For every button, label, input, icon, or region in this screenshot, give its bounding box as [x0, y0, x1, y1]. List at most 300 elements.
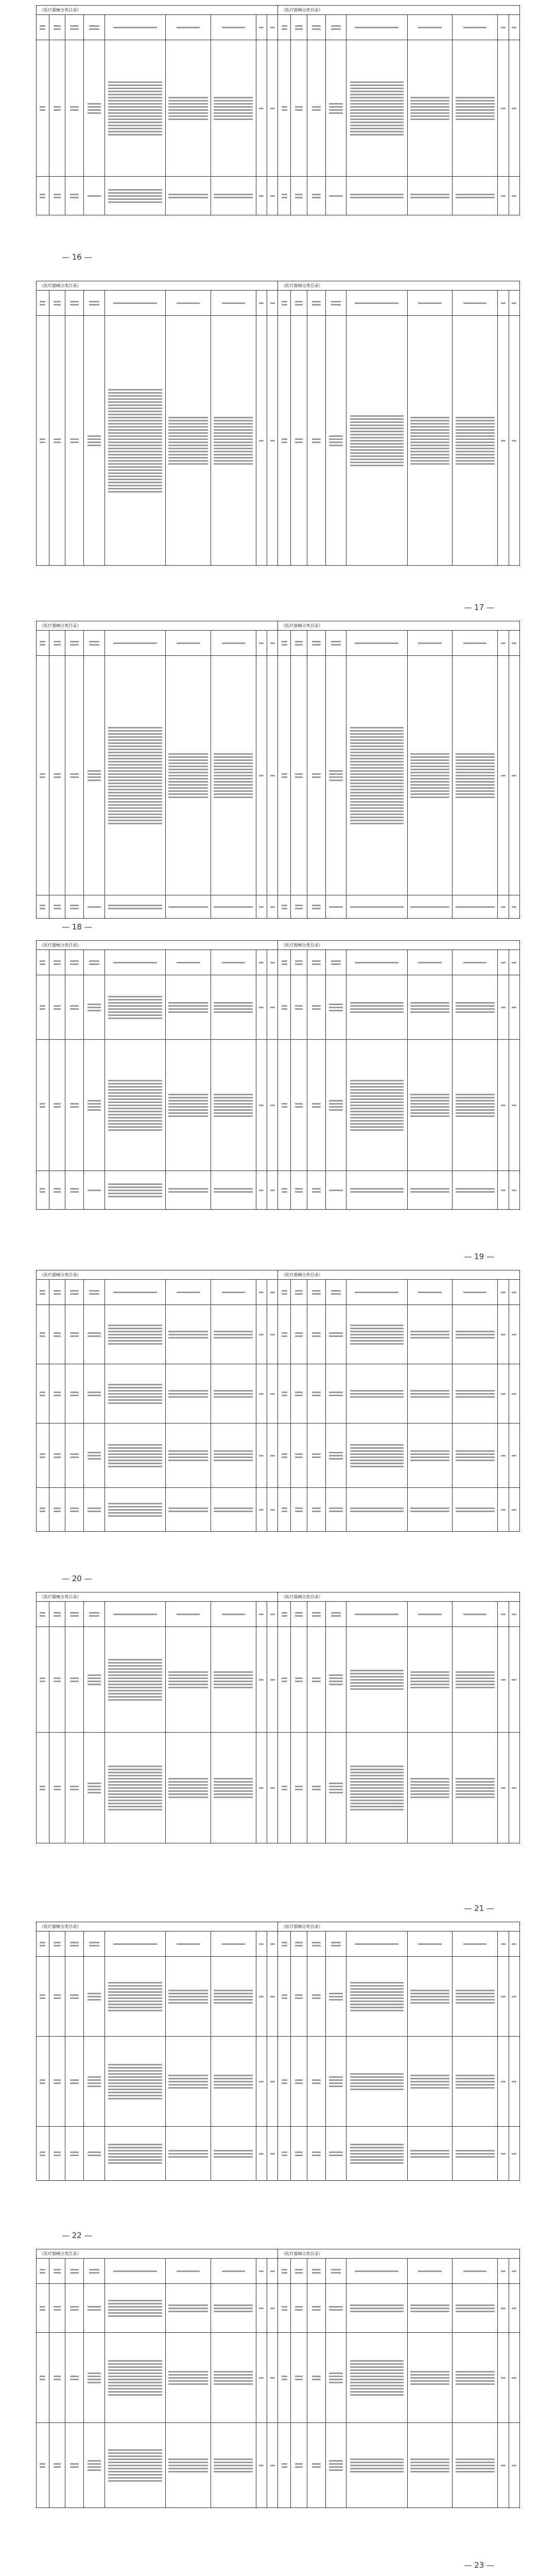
table-cell [49, 895, 65, 919]
table-cell [105, 1957, 165, 2037]
table-cell [509, 1488, 520, 1532]
table-cell [346, 2284, 407, 2333]
header-cell [166, 1931, 211, 1957]
header-cell [37, 1931, 49, 1957]
table-cell [407, 1957, 453, 2037]
table-cell [407, 656, 453, 895]
table-row [37, 1040, 520, 1171]
header-cell [65, 291, 84, 316]
table-row [37, 895, 520, 919]
header-cell [256, 2259, 267, 2284]
table-cell [65, 1171, 84, 1210]
table-row [37, 316, 520, 566]
table-cell [291, 316, 307, 566]
table-cell [346, 975, 407, 1040]
header-cell [166, 950, 211, 975]
table-cell [166, 975, 211, 1040]
table-cell [37, 1305, 49, 1364]
table-cell [509, 40, 520, 177]
table-cell [166, 316, 211, 566]
header-cell [498, 1931, 509, 1957]
table-cell [84, 316, 105, 566]
header-cell [307, 15, 325, 40]
header-cell [84, 291, 105, 316]
table-cell [256, 1488, 267, 1532]
table-cell [498, 1364, 509, 1423]
table-cell [211, 895, 256, 919]
page-number: — 21 — [464, 1904, 494, 1913]
table-cell [325, 1040, 346, 1171]
table-cell [211, 1364, 256, 1423]
header-cell [49, 1931, 65, 1957]
table-cell [325, 2333, 346, 2423]
table-cell [278, 1305, 291, 1364]
table-cell [256, 2333, 267, 2423]
table-cell [65, 316, 84, 566]
table-cell [256, 1957, 267, 2037]
header-cell [166, 1280, 211, 1305]
table-cell [278, 1733, 291, 1843]
table-cell [291, 1733, 307, 1843]
table-cell [84, 1488, 105, 1532]
table-cell [37, 177, 49, 215]
table-cell [105, 177, 165, 215]
header-cell [453, 1931, 498, 1957]
header-cell [453, 2259, 498, 2284]
header-cell [105, 291, 165, 316]
table-cell [307, 316, 325, 566]
table-cell [84, 1423, 105, 1488]
header-cell [37, 1280, 49, 1305]
header-cell [211, 1602, 256, 1627]
table-cell [267, 1627, 278, 1733]
header-cell [166, 291, 211, 316]
table-cell [49, 1488, 65, 1532]
header-cell [105, 631, 165, 656]
header-cell [278, 1931, 291, 1957]
table-cell [453, 316, 498, 566]
header-cell [267, 1931, 278, 1957]
table-cell [346, 656, 407, 895]
header-cell [453, 1280, 498, 1305]
table-cell [346, 1488, 407, 1532]
table-cell [291, 975, 307, 1040]
table-cell [166, 2284, 211, 2333]
table-cell [256, 316, 267, 566]
table-cell [256, 1171, 267, 1210]
header-cell [307, 1280, 325, 1305]
table-cell [278, 1040, 291, 1171]
header-cell [509, 291, 520, 316]
table-cell [453, 1488, 498, 1532]
header-cell [407, 2259, 453, 2284]
header-cell [49, 291, 65, 316]
table-cell [37, 1957, 49, 2037]
table-cell [256, 975, 267, 1040]
header-cell [346, 15, 407, 40]
table-cell [453, 1305, 498, 1364]
header-cell [84, 950, 105, 975]
table-cell [453, 1957, 498, 2037]
header-cell [49, 631, 65, 656]
table-cell [84, 1040, 105, 1171]
table-cell [84, 895, 105, 919]
header-cell [307, 631, 325, 656]
table-cell [498, 1423, 509, 1488]
table-cell [509, 177, 520, 215]
header-cell [65, 631, 84, 656]
table-cell [166, 1488, 211, 1532]
header-cell [211, 15, 256, 40]
table-cell [65, 1957, 84, 2037]
table-cell [498, 1957, 509, 2037]
table-cell [267, 975, 278, 1040]
table-cell [65, 1733, 84, 1843]
table-cell [325, 1957, 346, 2037]
header-cell [49, 1280, 65, 1305]
table-cell [49, 1171, 65, 1210]
header-cell [307, 950, 325, 975]
page-number: — 17 — [464, 603, 494, 612]
table-cell [498, 1305, 509, 1364]
header-cell [325, 950, 346, 975]
table-cell [307, 177, 325, 215]
header-cell [325, 15, 346, 40]
table-cell [166, 1957, 211, 2037]
header-cell [84, 1280, 105, 1305]
table-row [37, 40, 520, 177]
header-cell [84, 2259, 105, 2284]
header-cell [453, 15, 498, 40]
header-cell [509, 1931, 520, 1957]
table-cell [267, 656, 278, 895]
table-cell [498, 1171, 509, 1210]
table-cell [49, 177, 65, 215]
table-cell [278, 2037, 291, 2127]
table-cell [211, 1627, 256, 1733]
table-cell [211, 40, 256, 177]
table-cell [256, 1364, 267, 1423]
table-cell [498, 2037, 509, 2127]
table-cell [37, 2423, 49, 2508]
table-caption-right: 《医疗器械分类目录》 [278, 1270, 520, 1280]
table-cell [498, 2127, 509, 2181]
table-cell [278, 1488, 291, 1532]
table-cell [291, 656, 307, 895]
table-cell [291, 2284, 307, 2333]
table-cell [49, 2284, 65, 2333]
table-cell [498, 316, 509, 566]
header-cell [278, 2259, 291, 2284]
table-cell [325, 1423, 346, 1488]
table-caption-right: 《医疗器械分类目录》 [278, 941, 520, 950]
table-cell [166, 656, 211, 895]
table-cell [37, 1171, 49, 1210]
table-cell [453, 40, 498, 177]
table-cell [49, 2423, 65, 2508]
header-cell [166, 1602, 211, 1627]
table-cell [346, 1957, 407, 2037]
header-cell [211, 2259, 256, 2284]
table-cell [105, 40, 165, 177]
header-cell [211, 1931, 256, 1957]
table-cell [291, 2423, 307, 2508]
table-cell [278, 1627, 291, 1733]
table-caption-right: 《医疗器械分类目录》 [278, 6, 520, 15]
header-cell [256, 1602, 267, 1627]
header-cell [166, 2259, 211, 2284]
table-cell [211, 656, 256, 895]
header-cell [498, 2259, 509, 2284]
header-cell [453, 1602, 498, 1627]
table-cell [291, 1488, 307, 1532]
header-cell [105, 1931, 165, 1957]
table-cell [407, 1733, 453, 1843]
header-cell [346, 950, 407, 975]
table-cell [307, 2127, 325, 2181]
table-caption-left: 《医疗器械分类目录》 [37, 1922, 278, 1931]
header-cell [65, 1602, 84, 1627]
header-cell [256, 1280, 267, 1305]
header-cell [278, 631, 291, 656]
page-number: — 23 — [464, 2561, 494, 2570]
table-cell [509, 2127, 520, 2181]
page-number: — 19 — [464, 1252, 494, 1261]
table-cell [291, 177, 307, 215]
table-cell [211, 177, 256, 215]
header-cell [267, 15, 278, 40]
table-cell [211, 2333, 256, 2423]
table-cell [105, 2127, 165, 2181]
table-cell [498, 2423, 509, 2508]
table-cell [267, 1423, 278, 1488]
table-cell [84, 1733, 105, 1843]
header-cell [509, 15, 520, 40]
table-cell [509, 1305, 520, 1364]
table-cell [307, 1040, 325, 1171]
table-cell [256, 656, 267, 895]
header-cell [407, 1602, 453, 1627]
table-cell [166, 2333, 211, 2423]
header-cell [325, 291, 346, 316]
table-cell [166, 895, 211, 919]
table-cell [307, 1171, 325, 1210]
table-cell [453, 1171, 498, 1210]
table-cell [49, 656, 65, 895]
table-cell [105, 895, 165, 919]
header-cell [211, 950, 256, 975]
table-cell [498, 2284, 509, 2333]
table-cell [37, 1488, 49, 1532]
table-cell [211, 2284, 256, 2333]
header-cell [509, 1280, 520, 1305]
table-cell [453, 2037, 498, 2127]
table-cell [166, 1364, 211, 1423]
table-cell [291, 40, 307, 177]
table-caption-left: 《医疗器械分类目录》 [37, 2249, 278, 2259]
table-cell [65, 975, 84, 1040]
header-cell [291, 15, 307, 40]
table-cell [267, 1733, 278, 1843]
page-number: — 20 — [62, 1574, 92, 1583]
header-cell [37, 950, 49, 975]
header-cell [407, 15, 453, 40]
table-cell [307, 1423, 325, 1488]
header-cell [325, 631, 346, 656]
table-cell [307, 2284, 325, 2333]
table-cell [65, 1364, 84, 1423]
table-cell [84, 1364, 105, 1423]
header-cell [307, 291, 325, 316]
table-cell [37, 1364, 49, 1423]
table-cell [346, 2127, 407, 2181]
header-cell [37, 15, 49, 40]
header-cell [453, 291, 498, 316]
table-cell [65, 2037, 84, 2127]
table-cell [325, 975, 346, 1040]
table-cell [49, 316, 65, 566]
table-cell [49, 1364, 65, 1423]
table-cell [407, 975, 453, 1040]
table-cell [346, 1627, 407, 1733]
header-cell [267, 2259, 278, 2284]
table-cell [325, 895, 346, 919]
table-cell [267, 895, 278, 919]
table-cell [291, 2127, 307, 2181]
table-cell [84, 2333, 105, 2423]
table-cell [307, 1733, 325, 1843]
table-cell [37, 975, 49, 1040]
table-cell [211, 1423, 256, 1488]
table-caption-left: 《医疗器械分类目录》 [37, 621, 278, 631]
table-caption-right: 《医疗器械分类目录》 [278, 281, 520, 291]
table-cell [65, 1305, 84, 1364]
table-cell [453, 1423, 498, 1488]
table-cell [407, 895, 453, 919]
table-caption-right: 《医疗器械分类目录》 [278, 1592, 520, 1602]
table-row [37, 1364, 520, 1423]
table-cell [498, 975, 509, 1040]
table-cell [65, 1423, 84, 1488]
table-cell [407, 1488, 453, 1532]
header-cell [453, 950, 498, 975]
header-cell [291, 1280, 307, 1305]
table-cell [509, 1364, 520, 1423]
table-row [37, 1423, 520, 1488]
table-cell [325, 1305, 346, 1364]
table-cell [211, 1488, 256, 1532]
table-cell [407, 1364, 453, 1423]
table-cell [84, 1305, 105, 1364]
header-cell [211, 291, 256, 316]
classification-table [36, 2249, 520, 2508]
table-cell [278, 1364, 291, 1423]
header-cell [256, 631, 267, 656]
table-cell [166, 1733, 211, 1843]
table-cell [49, 2333, 65, 2423]
table-cell [37, 316, 49, 566]
table-cell [211, 975, 256, 1040]
table-cell [267, 1040, 278, 1171]
table-cell [84, 1957, 105, 2037]
table-cell [278, 975, 291, 1040]
table-cell [256, 177, 267, 215]
header-cell [278, 1602, 291, 1627]
table-cell [509, 895, 520, 919]
header-cell [509, 950, 520, 975]
table-cell [291, 1040, 307, 1171]
header-cell [166, 631, 211, 656]
table-cell [211, 2127, 256, 2181]
table-cell [509, 1423, 520, 1488]
header-cell [105, 1280, 165, 1305]
header-cell [84, 631, 105, 656]
table-cell [49, 1040, 65, 1171]
table-cell [346, 40, 407, 177]
table-cell [211, 1957, 256, 2037]
header-cell [211, 631, 256, 656]
table-caption-left: 《医疗器械分类目录》 [37, 6, 278, 15]
header-cell [37, 631, 49, 656]
table-row [37, 1488, 520, 1532]
table-cell [498, 1627, 509, 1733]
header-cell [105, 15, 165, 40]
table-cell [291, 895, 307, 919]
table-cell [278, 1957, 291, 2037]
table-cell [407, 316, 453, 566]
table-cell [498, 895, 509, 919]
table-cell [267, 2423, 278, 2508]
header-cell [407, 291, 453, 316]
table-cell [211, 2037, 256, 2127]
header-cell [49, 15, 65, 40]
table-cell [325, 177, 346, 215]
header-cell [509, 1602, 520, 1627]
header-cell [346, 291, 407, 316]
table-cell [498, 1488, 509, 1532]
table-row [37, 2284, 520, 2333]
table-cell [278, 177, 291, 215]
table-cell [509, 2037, 520, 2127]
header-cell [346, 1602, 407, 1627]
table-cell [346, 2333, 407, 2423]
header-cell [267, 950, 278, 975]
table-cell [105, 1364, 165, 1423]
header-cell [291, 1931, 307, 1957]
table-cell [346, 1733, 407, 1843]
table-cell [166, 1423, 211, 1488]
table-cell [307, 1627, 325, 1733]
table-cell [346, 1171, 407, 1210]
table-cell [325, 1488, 346, 1532]
table-cell [105, 975, 165, 1040]
table-cell [346, 1423, 407, 1488]
table-cell [105, 2333, 165, 2423]
table-cell [105, 1488, 165, 1532]
header-cell [256, 950, 267, 975]
table-cell [509, 1957, 520, 2037]
table-cell [278, 656, 291, 895]
header-cell [346, 2259, 407, 2284]
header-cell [267, 631, 278, 656]
table-cell [509, 1627, 520, 1733]
table-cell [346, 2037, 407, 2127]
table-cell [346, 177, 407, 215]
table-row [37, 1957, 520, 2037]
table-cell [49, 2127, 65, 2181]
header-cell [84, 1931, 105, 1957]
header-cell [307, 1602, 325, 1627]
